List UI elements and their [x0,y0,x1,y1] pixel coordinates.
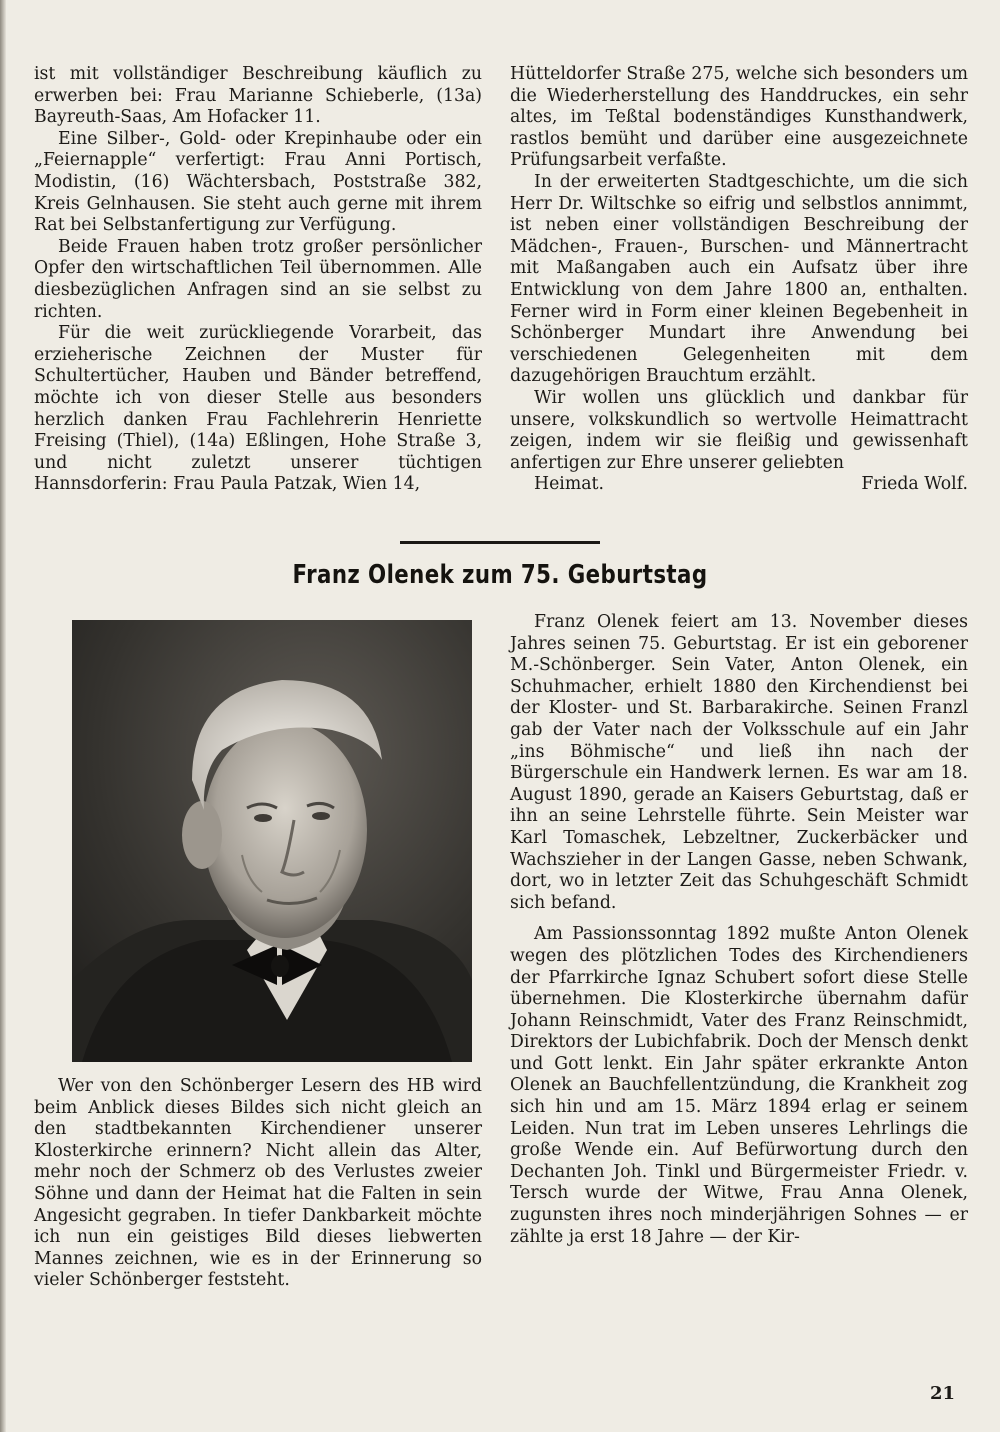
page-number: 21 [930,1383,956,1404]
portrait-photo [72,620,472,1062]
paragraph: Eine Silber-, Gold- oder Krepinhaube oder ein „Feiernapple“ verfertigt: Frau Anni Portisch, Modistin, (16) Wächtersbach, Poststraße 382, Kreis Gelnhausen. Sie steht auch gerne mit ihrem Rat bei Selbstanfertigung zur Verfügung. [34,128,482,236]
page-binding-edge [0,0,6,1432]
article-headline: Franz Olenek zum 75. Geburtstag [292,560,708,590]
section-divider [400,541,600,544]
article-right-column [510,612,968,1248]
paragraph: Wir wollen uns glücklich und dankbar für unsere, volkskundlich so wertvolle Heimattracht zeigen, indem wir sie fleißig und gewissenhaft anfertigen zur Ehre unserer geliebten [510,387,968,473]
top-left-column [34,64,482,496]
article-left-column [34,1076,482,1292]
paragraph: Für die weit zurückliegende Vorarbeit, das erzieherische Zeichnen der Muster für Schultertücher, Hauben und Bänder betreffend, möchte ich von dieser Stelle aus besonders herzlich danken Frau Fachlehrerin Henriette Freising (Thiel), (14a) Eßlingen, Hohe Straße 3, und nicht zuletzt unserer tüchtigen Hannsdorferin: Frau Paula Patzak, Wien 14, [34,323,482,495]
paragraph: In der erweiterten Stadtgeschichte, um die sich Herr Dr. Wiltschke so eifrig und selbstlos annimmt, ist neben einer vollständigen Beschreibung der Mädchen-, Frauen-, Burschen- und Männertracht mit Maßangaben auch ein Aufsatz über ihre Entwicklung von dem Jahre 1800 an, enthalten. Ferner wird in Form einer kleinen Begebenheit in Schönberger Mundart ihre Anwendung bei verschiedenen Gelegenheiten mit dem dazugehörigen Brauchtum erzählt. [510,171,968,387]
paragraph: Am Passionssonntag 1892 mußte Anton Olenek wegen des plötzlichen Todes des Kirchendieners der Pfarrkirche Ignaz Schubert sofort diese Stelle übernehmen. Die Klosterkirche übernahm dafür Johann Reinschmidt, Vater des Franz Reinschmidt, Direktors der Lubichfabrik. Doch der Mensch denkt und Gott lenkt. Ein Jahr später erkrankte Anton Olenek an Bauchfellentzündung, die Krankheit zog sich hin und am 15. März 1894 erlag er seinem Leiden. Nun trat im Leben unseres Lehrlings die große Wende ein. Auf Befürwortung durch den Dechanten Joh. Tinkl und Bürgermeister Friedr. v. Tersch wurde der Witwe, Frau Anna Olenek, zugunsten ihres noch minderjährigen Sohnes — er zählte ja erst 18 Jahre — der Kir- [510,924,968,1247]
paragraph-end: Heimat. [534,474,604,495]
author-signature: Frieda Wolf. [861,474,968,495]
paragraph: Wer von den Schönberger Lesern des HB wird beim Anblick dieses Bildes sich nicht gleich an den stadtbekannten Kirchendiener unserer Klosterkirche erinnern? Nicht allein das Alter, mehr noch der Schmerz ob des Verlustes zweier Söhne und dann der Heimat hat die Falten in sein Angesicht gegraben. In tiefer Dankbarkeit möchte ich nun ein geistiges Bild dieses liebwerten Mannes zeichnen, wie es in der Erinnerung so vieler Schönberger feststeht. [34,1076,482,1291]
top-right-column [510,64,968,496]
portrait-illustration [72,620,472,1062]
signature-line [510,474,968,496]
paragraph: ist mit vollständiger Beschreibung käuflich zu erwerben bei: Frau Marianne Schieberle, (13a) Bayreuth-Saas, Am Hofacker 11. [34,64,482,128]
paragraph: Hütteldorfer Straße 275, welche sich besonders um die Wiederherstellung des Handdruckes, ein sehr altes, im Teßtal bodenständiges Kunsthandwerk, rastlos bemüht und darüber eine ausgezeichnete Prüfungsarbeit verfaßte. [510,64,968,171]
paragraph: Franz Olenek feiert am 13. November dieses Jahres seinen 75. Geburtstag. Er ist ein geborener M.-Schönberger. Sein Vater, Anton Olenek, ein Schuhmacher, erhielt 1880 den Kirchendienst bei der Kloster- und St. Barbarakirche. Seinen Franzl gab der Vater nach der Volksschule auf ein Jahr „ins Böhmische“ und ließ ihn nach der Bürgerschule ein Handwerk lernen. Es war am 18. August 1890, gerade an Kaisers Geburtstag, daß er ihn an seine Lehrstelle führte. Sein Meister war Karl Tomaschek, Lebzeltner, Zuckerbäcker und Wachszieher in der Langen Gasse, neben Schwank, dort, wo in letzter Zeit das Schuhgeschäft Schmidt sich befand. [510,612,968,913]
paragraph: Beide Frauen haben trotz großer persönlicher Opfer den wirtschaftlichen Teil übernommen. Alle diesbezüglichen Anfragen sind an sie selbst zu richten. [34,236,482,322]
